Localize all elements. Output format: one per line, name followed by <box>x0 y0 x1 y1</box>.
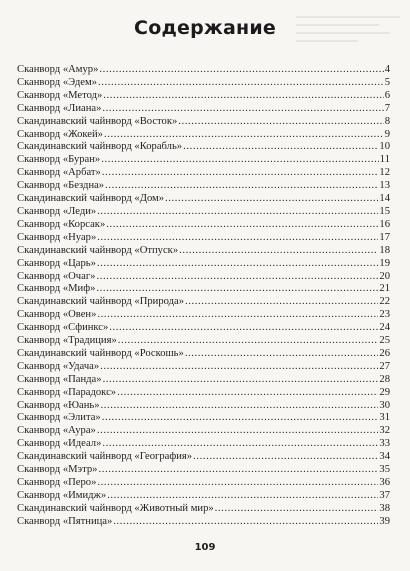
toc-entry-title: Скандинавский чайнворд «Роскошь» <box>17 347 184 359</box>
dot-leader <box>97 232 378 245</box>
toc-entry-page: 24 <box>379 322 390 334</box>
toc-entry-page: 5 <box>384 76 390 88</box>
dot-leader <box>97 477 378 490</box>
toc-entry <box>17 64 390 77</box>
toc-entry-title: Сканворд «Бездна» <box>17 180 105 192</box>
dot-leader <box>165 193 378 206</box>
dot-leader <box>117 387 378 400</box>
toc-entry-title: Сканворд «Царь» <box>17 257 96 269</box>
dot-leader <box>105 180 378 193</box>
dot-leader <box>185 348 379 361</box>
toc-entry-page: 36 <box>379 477 390 488</box>
toc-entry-title: Сканворд «Миф» <box>17 283 96 295</box>
toc-entry-page: 17 <box>379 231 390 243</box>
dot-leader <box>118 335 379 348</box>
toc-entry-title: Сканворд «Корсак» <box>17 218 106 230</box>
toc-entry <box>17 129 390 142</box>
toc-entry-title: Скандинавский чайнворд «Природа» <box>17 296 185 308</box>
toc-entry <box>17 90 390 103</box>
dot-leader <box>96 271 378 284</box>
toc-entry <box>17 283 390 296</box>
dot-leader <box>97 309 378 322</box>
dot-leader <box>193 451 378 464</box>
dot-leader <box>102 167 379 180</box>
toc-entry-title: Сканворд «Парадокс» <box>17 386 117 398</box>
toc-entry-page: 20 <box>379 270 390 282</box>
toc-entry-title: Сканворд «Имидж» <box>17 489 107 501</box>
toc-entry-title: Сканворд «Буран» <box>17 154 101 166</box>
toc-entry-page: 29 <box>379 386 390 398</box>
toc-entry-title: Сканворд «Удача» <box>17 360 100 372</box>
toc-entry-title: Сканворд «Сфинкс» <box>17 322 109 334</box>
toc-entry-title: Сканворд «Мэтр» <box>17 464 98 476</box>
toc-entry-title: Сканворд «Очаг» <box>17 270 96 282</box>
toc-entry-title: Сканворд «Юань» <box>17 399 100 411</box>
dot-leader <box>103 374 379 387</box>
toc-entry-title: Сканворд «Элита» <box>17 412 101 424</box>
toc-entry-page: 22 <box>379 296 390 308</box>
toc-entry <box>17 309 390 322</box>
dot-leader <box>185 296 378 309</box>
toc-entry-title: Сканворд «Овен» <box>17 309 97 321</box>
dot-leader <box>102 412 379 425</box>
dot-leader <box>98 464 378 477</box>
toc-entry-page: 26 <box>379 347 390 359</box>
toc-entry-page: 33 <box>379 438 390 450</box>
dot-leader <box>99 64 383 77</box>
toc-entry <box>17 258 390 271</box>
dot-leader <box>107 490 378 503</box>
dot-leader <box>103 90 383 103</box>
dot-leader <box>98 77 384 90</box>
table-of-contents <box>17 64 390 529</box>
dot-leader <box>109 322 378 335</box>
toc-entry <box>17 335 390 348</box>
toc-entry-title: Скандинавский чайнворд «Корабль» <box>17 141 183 153</box>
toc-entry-page: 7 <box>384 102 390 114</box>
toc-entry-page: 32 <box>379 425 390 437</box>
toc-entry <box>17 387 390 400</box>
toc-entry-title: Сканворд «Леди» <box>17 205 97 217</box>
toc-entry-title: Сканворд «Жокей» <box>17 128 103 140</box>
toc-entry <box>17 425 390 438</box>
toc-entry <box>17 438 390 451</box>
dot-leader <box>106 219 378 232</box>
toc-entry <box>17 271 390 284</box>
dot-leader <box>104 129 384 142</box>
toc-entry-page: 28 <box>379 373 390 385</box>
page-number: 109 <box>194 542 216 553</box>
toc-entry <box>17 516 390 529</box>
toc-entry-page: 21 <box>379 283 390 295</box>
toc-entry <box>17 219 390 232</box>
dot-leader <box>102 438 378 451</box>
toc-entry <box>17 141 390 154</box>
toc-entry-title: Сканворд «Перо» <box>17 477 97 488</box>
toc-entry <box>17 451 390 464</box>
toc-entry <box>17 193 390 206</box>
dot-leader <box>179 245 378 258</box>
toc-entry <box>17 167 390 180</box>
toc-entry <box>17 322 390 335</box>
toc-entry-page: 39 <box>379 515 390 527</box>
toc-entry-page: 13 <box>379 180 390 192</box>
toc-entry <box>17 206 390 219</box>
toc-entry-page: 16 <box>379 218 390 230</box>
dot-leader <box>183 141 378 154</box>
toc-entry-page: 30 <box>379 399 390 411</box>
dot-leader <box>178 116 383 129</box>
toc-entry-page: 23 <box>379 309 390 321</box>
toc-entry <box>17 503 390 516</box>
toc-entry-title: Сканворд «Идеал» <box>17 438 102 450</box>
dot-leader <box>100 361 378 374</box>
toc-entry-page: 18 <box>379 244 390 256</box>
toc-entry <box>17 245 390 258</box>
dot-leader <box>97 258 378 271</box>
dot-leader <box>101 400 379 413</box>
dot-leader <box>97 425 379 438</box>
toc-entry <box>17 400 390 413</box>
toc-entry-page: 31 <box>379 412 390 424</box>
toc-entry-title: Сканворд «Традиция» <box>17 335 117 347</box>
toc-entry-page: 35 <box>379 464 390 476</box>
toc-entry-page: 15 <box>379 205 390 217</box>
toc-entry-title: Скандинавский чайнворд «Животный мир» <box>17 502 214 514</box>
toc-entry-title: Сканворд «Панда» <box>17 373 102 385</box>
toc-entry-title: Сканворд «Эдем» <box>17 76 97 88</box>
toc-entry-title: Скандинавский чайнворд «География» <box>17 451 193 463</box>
toc-entry-page: 4 <box>384 64 390 75</box>
toc-entry <box>17 296 390 309</box>
toc-entry-page: 12 <box>379 167 390 179</box>
toc-entry-page: 6 <box>384 89 390 101</box>
toc-entry-page: 9 <box>384 128 390 140</box>
dot-leader <box>102 103 383 116</box>
toc-entry <box>17 477 390 490</box>
toc-entry <box>17 232 390 245</box>
toc-entry-title: Сканворд «Арбат» <box>17 167 101 179</box>
toc-entry <box>17 348 390 361</box>
dot-leader <box>101 154 379 167</box>
toc-entry-title: Сканворд «Пятница» <box>17 515 113 527</box>
toc-entry <box>17 361 390 374</box>
toc-entry-title: Сканворд «Амур» <box>17 64 99 75</box>
dot-leader <box>215 503 379 516</box>
toc-entry-page: 11 <box>379 154 390 166</box>
toc-entry-title: Сканворд «Лиана» <box>17 102 102 114</box>
toc-entry-page: 34 <box>379 451 390 463</box>
toc-entry-title: Сканворд «Метод» <box>17 89 103 101</box>
toc-entry-title: Скандинавский чайнворд «Отпуск» <box>17 244 179 256</box>
page-title: Содержание <box>134 17 276 39</box>
toc-entry <box>17 180 390 193</box>
toc-entry-title: Скандинавский чайнворд «Дом» <box>17 193 165 205</box>
toc-entry-page: 25 <box>379 335 390 347</box>
toc-entry-page: 14 <box>379 193 390 205</box>
toc-entry-page: 27 <box>379 360 390 372</box>
dot-leader <box>97 206 378 219</box>
toc-entry-page: 8 <box>384 115 390 127</box>
toc-entry <box>17 490 390 503</box>
toc-entry-title: Сканворд «Аура» <box>17 425 96 437</box>
dot-leader <box>96 283 378 296</box>
toc-entry-page: 38 <box>379 502 390 514</box>
toc-entry <box>17 154 390 167</box>
toc-entry-title: Сканворд «Нуар» <box>17 231 97 243</box>
toc-entry <box>17 103 390 116</box>
toc-entry <box>17 77 390 90</box>
toc-entry <box>17 412 390 425</box>
dot-leader <box>113 516 378 529</box>
toc-entry-page: 19 <box>379 257 390 269</box>
toc-entry-page: 10 <box>379 141 390 153</box>
toc-entry-page: 37 <box>379 489 390 501</box>
toc-entry <box>17 374 390 387</box>
toc-entry <box>17 464 390 477</box>
toc-entry <box>17 116 390 129</box>
toc-entry-title: Скандинавский чайнворд «Восток» <box>17 115 178 127</box>
